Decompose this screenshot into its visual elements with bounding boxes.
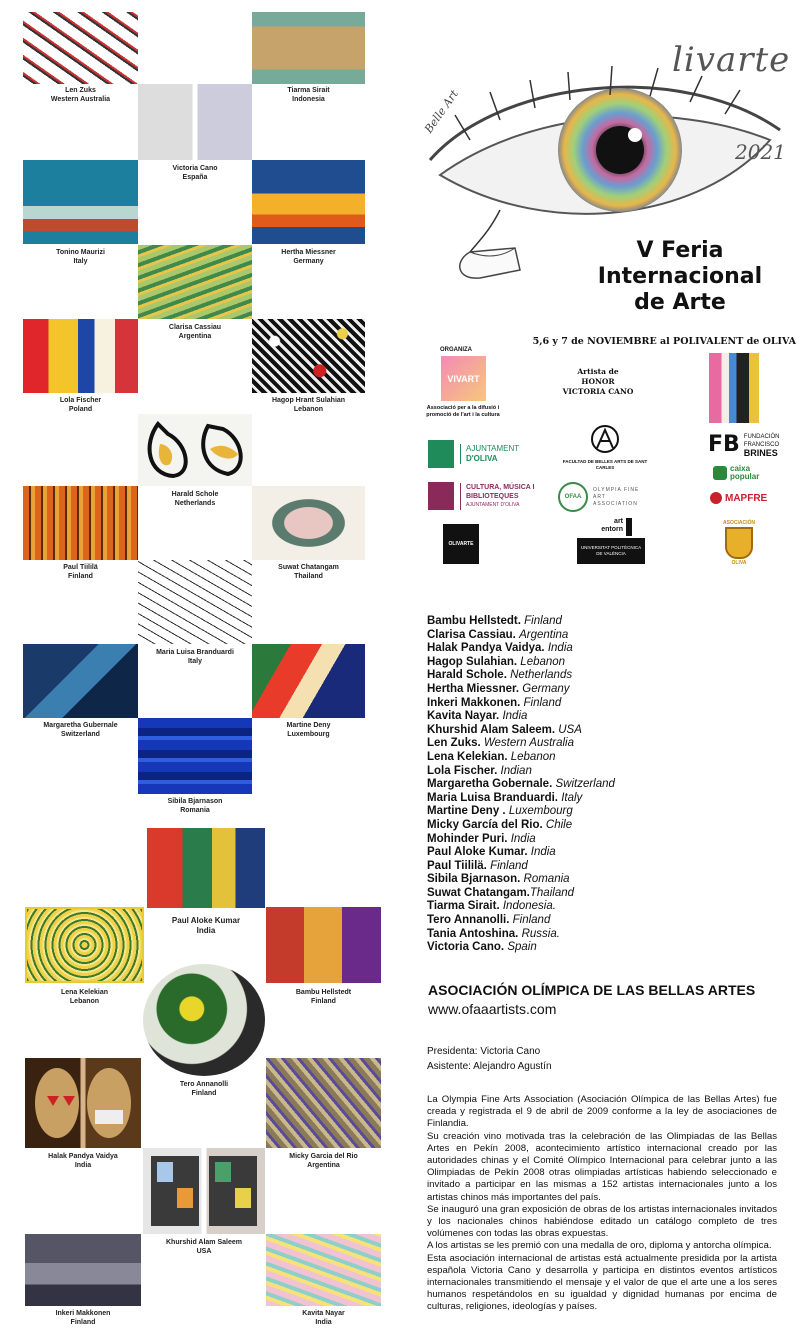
artwork-maria-luisa-branduardi — [138, 560, 252, 644]
association-paragraph: A los artistas se les premió con una medalla de oro, diploma y antorcha olímpica. — [427, 1240, 772, 1252]
caption-inkeri-makkonen: Inkeri Makkonen Finland — [55, 1310, 111, 1326]
caption-sibila-bjarnason: Sibila Bjarnason Romania — [167, 798, 223, 814]
year-2021: 2021 — [735, 140, 786, 164]
fb-icon: FB — [708, 432, 740, 457]
art-entorn-line1: art — [614, 518, 623, 525]
mapfre-icon — [710, 492, 722, 504]
artist-list-item: Maria Luisa Branduardi. Italy — [427, 791, 583, 804]
brand-livarte: livarte — [672, 40, 791, 80]
caption-kavita-nayar: Kavita Nayar India — [302, 1310, 345, 1326]
upv-text: UNIVERSITAT POLITÈCNICA DE VALÈNCIA — [580, 545, 642, 556]
ofaa-circle-icon — [558, 482, 588, 512]
artist-list-item: Inkeri Makkonen. Finland — [427, 696, 562, 709]
asociacion-oliva-logo — [722, 520, 756, 566]
facultad-emblem-icon — [590, 424, 620, 454]
caption-victoria-cano: Victoria Cano España — [172, 165, 218, 181]
caption-harald-schole: Harald Schole Netherlands — [171, 491, 219, 507]
upv-logo — [577, 538, 645, 564]
caption-paul-aloke-kumar: Paul Aloke Kumar India — [171, 916, 241, 935]
artwork-lena-kelekian — [25, 907, 144, 983]
olivarte-text: OLIVARTE — [448, 541, 474, 547]
artist-list-item: Margaretha Gobernale. Switzerland — [427, 778, 615, 791]
association-website[interactable]: www.ofaaartists.com — [428, 1001, 557, 1017]
caption-khurshid-alam-saleem: Khurshid Alam Saleem USA — [166, 1239, 242, 1255]
caption-lola-fischer: Lola Fischer Poland — [59, 397, 102, 413]
association-description — [427, 1094, 777, 1314]
ajuntament-line1: AJUNTAMENT — [466, 444, 520, 453]
artwork-suwat-chatangam — [252, 486, 365, 560]
cultura-shield-icon — [428, 482, 454, 510]
mapfre-logo — [710, 492, 767, 504]
fundacion-small: FUNDACIÓN — [743, 433, 780, 440]
honor-artist — [560, 367, 636, 397]
artwork-tonino-maurizi — [23, 160, 138, 244]
caption-tonino-maurizi: Tonino Maurizi Italy — [56, 249, 105, 265]
vivart-description: Associació per a la difusió i promoció de l'art i la cultura — [426, 405, 500, 418]
artwork-tiarma-sirait — [252, 12, 365, 84]
artwork-halak-pandya-vaidya — [25, 1058, 141, 1148]
event-title-line3: de Arte — [634, 290, 726, 315]
event-title-line2: Internacional — [597, 264, 763, 289]
asociacion-oliva-shield-icon — [725, 527, 753, 559]
presidenta: Presidenta: Victoria Cano — [427, 1046, 541, 1057]
signature-belle-art: Belle Art — [422, 87, 461, 136]
association-paragraph: Se inauguró una gran exposición de obras de los artistas internacionales invitados y los nacionales chinos habiéndose editado un catálogo completo de tres volúmenes con todas las obras expuestas. — [427, 1203, 777, 1240]
mapfre-text: MAPFRE — [725, 492, 768, 504]
artwork-hertha-miessner — [252, 160, 365, 244]
honor-artist-label: Artista de HONOR — [577, 367, 619, 386]
artist-list — [427, 615, 787, 955]
artwork-lola-fischer — [23, 319, 138, 393]
artist-list-item: Halak Pandya Vaidya. India — [427, 642, 573, 655]
caption-micky-garcia-del-rio: Micky Garcia del Rio Argentina — [289, 1153, 358, 1169]
event-title — [560, 238, 800, 316]
caixa-popular-logo — [713, 465, 759, 481]
artwork-paul-tiilila — [23, 486, 138, 560]
caption-tiarma-sirait: Tiarma Sirait Indonesia — [287, 87, 330, 103]
ajuntament-oliva-logo — [428, 440, 519, 468]
artwork-hagop-sulahian — [252, 319, 365, 393]
artist-list-item: Bambu Hellstedt. Finland — [427, 615, 562, 627]
facultad-text: FACULTAD DE BELLES ARTS DE SANT CARLES — [562, 459, 648, 470]
artist-list-item: Mohinder Puri. India — [427, 832, 536, 845]
ofaa-description: OLYMPIA FINE ART ASSOCIATION — [593, 486, 640, 507]
event-dates: 5,6 y 7 de NOVIEMBRE al POLIVALENT de OLIVA — [532, 336, 796, 347]
ajuntament-shield-icon — [428, 440, 454, 468]
caption-clarisa-cassiau: Clarisa Cassiau Argentina — [168, 324, 222, 340]
association-paragraph: La Olympia Fine Arts Association (Asociación Olímpica de las Bellas Artes) fue creada y registrada el 9 de abril de 2009 conforme a la ley de asociaciones de Finlandia. — [427, 1094, 777, 1130]
caption-paul-tiilila: Paul Tiililä Finland — [63, 564, 98, 580]
artwork-paul-aloke-kumar — [147, 828, 265, 908]
association-paragraph: Su creación vino motivada tras la celebración de las Olimpiadas de las Bellas Artes en Pekín 2008, acontecimiento artístico internacional creado por las autoridades chinas y el Comité Olímpico Internacional para celebrar junto a las Olimpiadas de Pekín 2008 otras olimpiadas artísticas habiendo seleccionado e invitado a participar en las mismas a 152 artistas internacionales junto a los artistas chinos más importantes del país. — [427, 1130, 777, 1203]
artist-list-item: Paul Tiililä. Finland — [427, 859, 528, 872]
artist-list-item: Paul Aloke Kumar. India — [427, 846, 556, 859]
caption-bambu-hellstedt: Bambu Hellstedt Finland — [295, 989, 352, 1005]
honor-artist-name: VICTORIA CANO — [562, 387, 634, 396]
fundacion-line2: FRANCISCO — [743, 441, 780, 448]
art-entorn-line2: entorn — [601, 526, 623, 533]
caption-hertha-miessner: Hertha Miessner Germany — [281, 249, 336, 265]
artist-list-item: Kavita Nayar. India — [427, 710, 528, 723]
artwork-micky-garcia-del-rio — [266, 1058, 381, 1148]
caption-halak-pandya-vaidya: Halak Pandya Vaidya India — [48, 1153, 118, 1169]
vivart-logo-text: VIVART — [447, 373, 480, 384]
caption-lena-kelekian: Lena Kelekian Lebanon — [60, 989, 109, 1005]
event-title-line1: V Feria — [636, 238, 724, 263]
artist-list-item: Tiarma Sirait. Indonesia. — [427, 900, 556, 913]
caption-tero-annanolli: Tero Annanolli Finland — [179, 1081, 229, 1097]
association-name: ASOCIACIÓN OLÍMPICA DE LAS BELLAS ARTES — [428, 982, 756, 998]
artwork-harald-schole — [138, 414, 252, 486]
cultura-line1: CULTURA, MÚSICA I — [466, 483, 535, 491]
asistente: Asistente: Alejandro Agustín — [427, 1061, 552, 1072]
artist-list-item: Len Zuks. Western Australia — [427, 737, 575, 750]
artist-list-item: Victoria Cano. Spain — [427, 941, 537, 954]
ajuntament-line2: D'OLIVA — [466, 454, 498, 463]
caption-suwat-chatangam: Suwat Chatangam Thailand — [278, 564, 339, 580]
artwork-margaretha-gubernale — [23, 644, 138, 718]
ofaa-logo — [558, 482, 649, 512]
khurshid-windows-drawing — [143, 1148, 265, 1234]
artist-list-item: Sibila Bjarnason. Romania — [427, 873, 570, 886]
artwork-martine-deny — [252, 644, 365, 718]
caption-maria-luisa-branduardi: Maria Luisa Branduardi Italy — [156, 649, 234, 665]
halak-masks-drawing — [25, 1058, 141, 1148]
cultura-oliva-logo — [428, 482, 534, 510]
artist-list-item: Khurshid Alam Saleem. USA — [427, 723, 582, 736]
organiza-label: ORGANIZA — [440, 347, 472, 353]
artist-list-item: Martine Deny . Luxembourg — [427, 805, 573, 818]
artist-list-item: Suwat Chatangam.Thailand — [427, 886, 575, 899]
harald-schole-drawing — [138, 414, 252, 486]
artwork-inkeri-makkonen — [25, 1234, 141, 1306]
caption-hagop-sulahian: Hagop Hrant Sulahian Lebanon — [271, 397, 346, 413]
artist-list-item: Harald Schole. Netherlands — [427, 669, 573, 682]
art-entorn-logo — [588, 518, 632, 536]
cultura-line3: AJUNTAMENT D'OLIVA — [466, 501, 520, 508]
artist-list-item: Clarisa Cassiau. Argentina — [427, 628, 569, 641]
artwork-tero-annanolli — [143, 964, 265, 1076]
asociacion-oliva-bottom: OLIVA — [731, 560, 747, 566]
olivarte-logo — [443, 524, 479, 564]
artwork-bambu-hellstedt — [266, 907, 381, 983]
fundacion-line3: BRINES — [743, 447, 778, 458]
artist-list-item: Tero Annanolli. Finland — [427, 914, 551, 927]
caption-margaretha-gubernale: Margaretha Gubernale Switzerland — [43, 722, 118, 738]
artwork-victoria-cano — [138, 84, 252, 160]
artwork-clarisa-cassiau — [138, 245, 252, 319]
artist-list-item: Micky García del Rio. Chile — [427, 818, 573, 831]
artwork-kavita-nayar — [266, 1234, 381, 1306]
artwork-sibila-bjarnason — [138, 718, 252, 794]
caixa-line1: caixa — [730, 464, 751, 473]
caption-martine-deny: Martine Deny Luxembourg — [286, 722, 331, 738]
artist-list-item: Hagop Sulahian. Lebanon — [427, 655, 566, 668]
caixa-popular-icon — [713, 466, 727, 480]
artist-list-item: Lena Kelekian. Lebanon — [427, 750, 556, 763]
caixa-line2: popular — [730, 472, 760, 481]
artwork-len-zuks — [23, 12, 138, 84]
artist-list-item: Hertha Miessner. Germany — [427, 682, 570, 695]
ofaa-text: OFAA — [564, 494, 582, 500]
honor-artist-photo — [709, 353, 759, 423]
asociacion-oliva-top: ASOCIACIÓN — [723, 520, 755, 526]
facultad-logo — [560, 424, 650, 471]
cultura-line2: BIBLIOTEQUES — [466, 492, 519, 500]
artwork-khurshid-alam-saleem — [143, 1148, 265, 1234]
artist-list-item: Lola Fischer. Indian — [427, 764, 532, 777]
association-paragraph: Esta asociación internacional de artistas está actualmente presidida por la artista española Victoria Cano y desarrolla y participa en distintos eventos artísticos internacionales transmitiendo el mensaje y el valor de que el arte une a los seres humanos respetándolos en su igualdad y dignidad humanas por encima de culturas, religiones, ideologías y países. — [427, 1252, 777, 1313]
caption-len-zuks: Len Zuks Western Australia — [50, 87, 111, 103]
vivart-logo — [441, 356, 486, 401]
artist-list-item: Tania Antoshina. Russia. — [427, 927, 560, 940]
fundacion-brines-logo — [708, 432, 779, 457]
